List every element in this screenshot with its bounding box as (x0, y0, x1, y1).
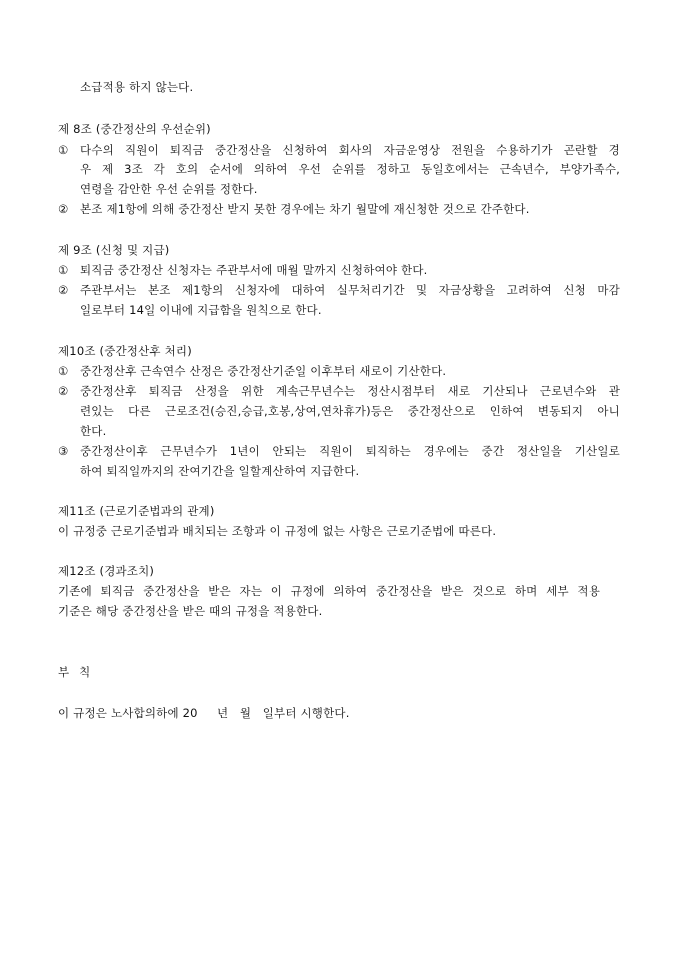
article-10-item-2-marker: ② (58, 384, 69, 398)
article-10-item-3-line-1: 중간정산이후 근무년수가 1년이 안되는 직원이 퇴직하는 경우에는 중간 정산일을 기산일로 (80, 444, 620, 458)
article-12-line-1: 기존에 퇴직금 중간정산을 받은 자는 이 규정에 의하여 중간정산을 받은 것으로 하며 세부 적용 (58, 584, 600, 598)
article-9-item-1-line-1: 퇴직금 중간정산 신청자는 주관부서에 매월 말까지 신청하여야 한다. (80, 263, 428, 277)
article-12-heading: 제12조 (경과조치) (58, 564, 155, 578)
article-10-item-3-marker: ③ (58, 444, 69, 458)
article-10-item-3-line-2: 하여 퇴직일까지의 잔여기간을 일할계산하여 지급한다. (80, 464, 360, 478)
article-8-item-2-marker: ② (58, 202, 69, 216)
article-10-item-2-line-1: 중간정산후 퇴직금 산정을 위한 계속근무년수는 정산시점부터 새로 기산되나 근로년수와 관 (80, 384, 620, 398)
article-8-item-1-line-3: 연령을 감안한 우선 순위를 정한다. (80, 182, 258, 196)
article-11-heading: 제11조 (근로기준법과의 관계) (58, 504, 215, 518)
article-9-item-1-marker: ① (58, 263, 69, 277)
addendum-heading: 부 칙 (58, 665, 91, 679)
article-9-heading: 제 9조 (신청 및 지급) (58, 243, 170, 257)
article-10-item-1-line-1: 중간정산후 근속연수 산정은 중간정산기준일 이후부터 새로이 기산한다. (80, 364, 447, 378)
article-11-body: 이 규정중 근로기준법과 배치되는 조항과 이 규정에 없는 사항은 근로기준법에 따른다. (58, 524, 497, 538)
article-10-item-1-marker: ① (58, 364, 69, 378)
article-8-item-2-line-1: 본조 제1항에 의해 중간정산 받지 못한 경우에는 차기 월말에 재신청한 것으로 간주한다. (80, 202, 530, 216)
article-10-heading: 제10조 (중간정산후 처리) (58, 344, 192, 358)
article-9-item-2-line-2: 일로부터 14일 이내에 지급함을 원칙으로 한다. (80, 303, 322, 317)
article-8-item-1-line-2: 우 제 3조 각 호의 순서에 의하여 우선 순위를 정하고 동일호에서는 근속년수, 부양가족수, (80, 162, 620, 176)
article-8-item-1-line-1: 다수의 직원이 퇴직금 중간정산을 신청하여 회사의 자금운영상 전원을 수용하기가 곤란할 경 (80, 143, 620, 157)
continuation-text: 소급적용 하지 않는다. (80, 80, 194, 94)
article-8-heading: 제 8조 (중간정산의 우선순위) (58, 122, 211, 136)
article-9-item-2-marker: ② (58, 283, 69, 297)
article-8-item-1-marker: ① (58, 143, 69, 157)
article-12-line-2: 기준은 해당 중간정산을 받은 때의 규정을 적용한다. (58, 604, 323, 618)
article-10-item-2-line-3: 한다. (80, 424, 107, 438)
article-9-item-2-line-1: 주관부서는 본조 제1항의 신청자에 대하여 실무처리기간 및 자금상황을 고려하여 신청 마감 (80, 283, 620, 297)
article-10-item-2-line-2: 련있는 다른 근로조건(승진,승급,호봉,상여,연차휴가)등은 중간정산으로 인하여 변동되지 아니 (80, 404, 620, 418)
addendum-body: 이 규정은 노사합의하에 20 년 월 일부터 시행한다. (58, 706, 350, 720)
